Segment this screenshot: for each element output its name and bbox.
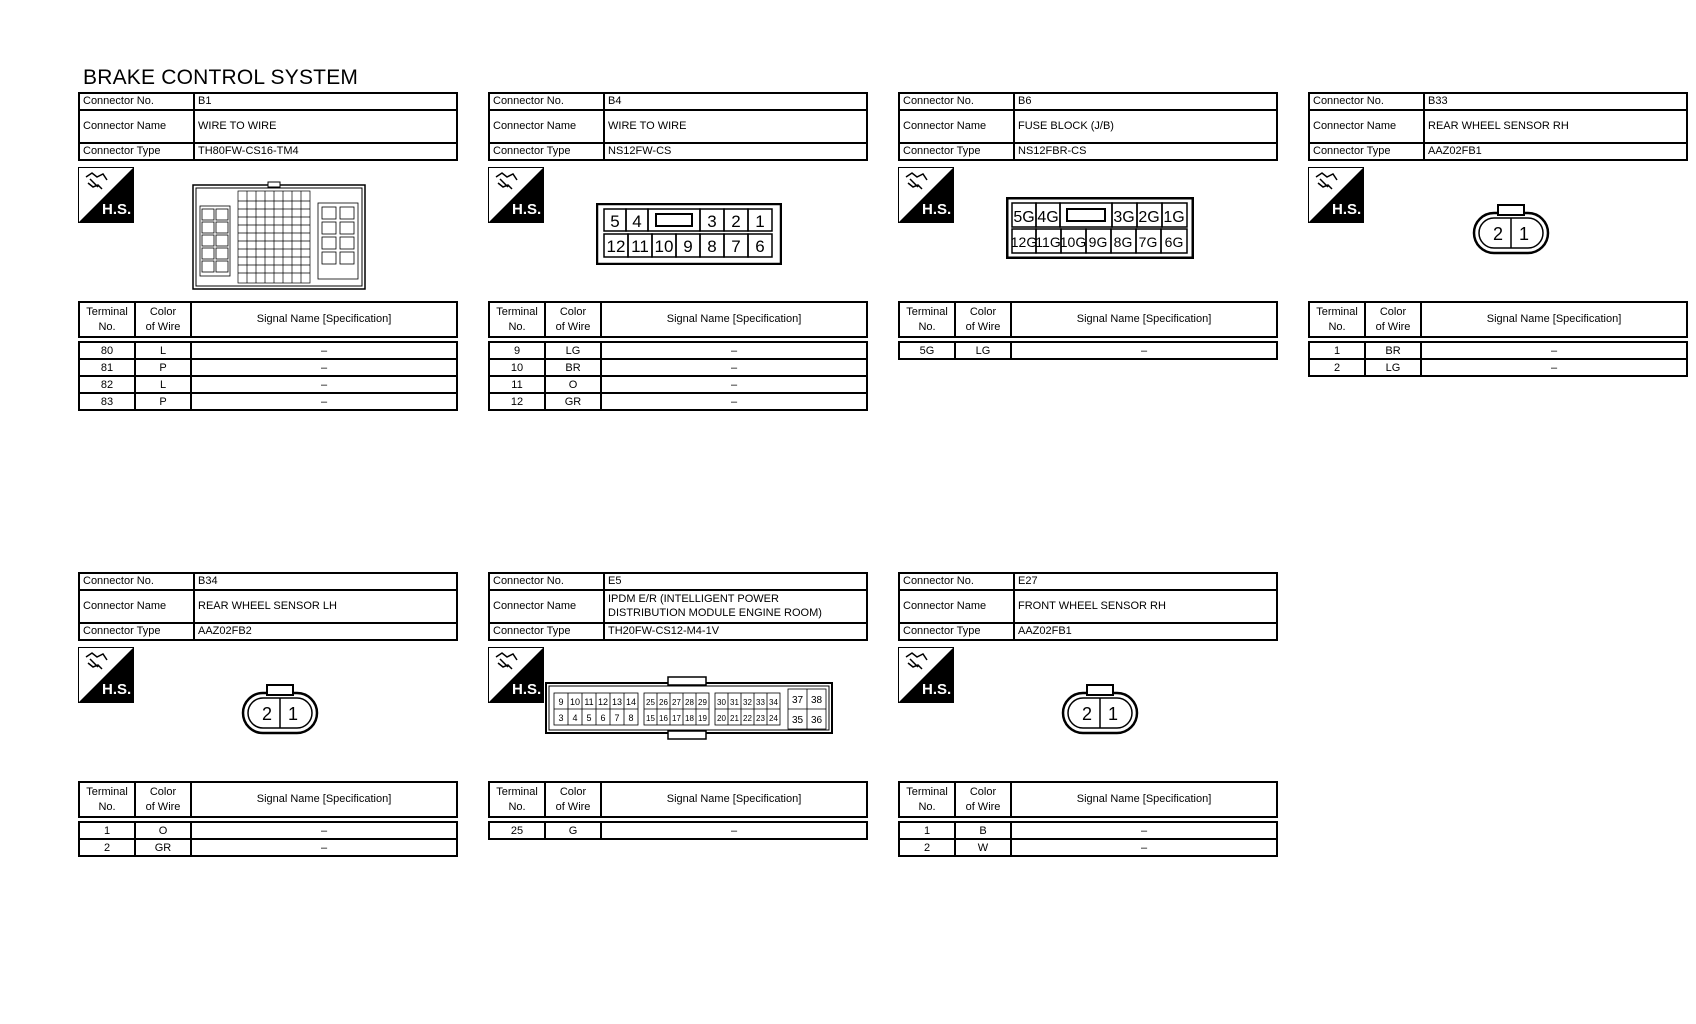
color-header: Color of Wire: [135, 302, 191, 337]
color-header: Color of Wire: [545, 302, 601, 337]
connector-type-value: NS12FW-CS: [604, 143, 867, 160]
connector-name-value: REAR WHEEL SENSOR RH: [1424, 110, 1687, 143]
connector-type-label: Connector Type: [79, 143, 194, 160]
svg-text:8: 8: [628, 713, 634, 723]
harness-side-icon: [488, 647, 544, 703]
svg-text:15: 15: [646, 714, 655, 723]
connector-header: [78, 572, 458, 641]
connector-face-b6: [1006, 197, 1194, 259]
table-row: 81 P –: [79, 359, 457, 376]
connector-no-label: Connector No.: [899, 573, 1014, 590]
signal-table: [898, 301, 1278, 360]
svg-text:18: 18: [685, 714, 694, 723]
connector-type-value: AAZ02FB1: [1424, 143, 1687, 160]
terminal-header: Terminal No.: [489, 302, 545, 337]
signal-header: Signal Name [Specification]: [601, 302, 867, 337]
svg-text:7: 7: [614, 713, 620, 723]
signal-table: [488, 781, 868, 840]
pin-label: 6G: [1164, 234, 1184, 250]
svg-text:28: 28: [685, 698, 694, 707]
connector-block-b34: [78, 572, 458, 857]
svg-text:36: 36: [810, 715, 823, 726]
signal-table: [898, 781, 1278, 857]
svg-text:30: 30: [717, 698, 726, 707]
svg-text:H.S.: H.S.: [102, 681, 132, 698]
connector-face-e27: [1061, 683, 1139, 735]
svg-text:H.S.: H.S.: [512, 201, 542, 218]
signal-table: [488, 301, 868, 411]
connector-name-value: IPDM E/R (INTELLIGENT POWER DISTRIBUTION MODULE ENGINE ROOM): [604, 590, 867, 623]
connector-header: [1308, 92, 1688, 161]
pin-label: 7: [731, 237, 741, 256]
connector-type-label: Connector Type: [1309, 143, 1424, 160]
svg-text:H.S.: H.S.: [1332, 201, 1362, 218]
connector-no-value: B34: [194, 573, 457, 590]
svg-text:H.S.: H.S.: [922, 681, 952, 698]
connector-face-e5: [544, 675, 834, 741]
table-row: 83 P –: [79, 393, 457, 410]
connector-name-label: Connector Name: [1309, 110, 1424, 143]
page-title: BRAKE CONTROL SYSTEM: [83, 66, 359, 89]
table-row: 1 B –: [899, 822, 1277, 839]
svg-text:23: 23: [756, 714, 765, 723]
table-row: 11 O –: [489, 376, 867, 393]
svg-text:34: 34: [769, 698, 778, 707]
connector-type-label: Connector Type: [899, 143, 1014, 160]
svg-text:16: 16: [659, 714, 668, 723]
table-row: 2 GR –: [79, 839, 457, 856]
connector-no-label: Connector No.: [899, 93, 1014, 110]
signal-table: [78, 301, 458, 411]
signal-header: Signal Name [Specification]: [191, 302, 457, 337]
connector-no-value: B33: [1424, 93, 1687, 110]
connector-face-b33: [1472, 203, 1550, 255]
pin-label: 2: [1081, 704, 1093, 724]
table-row: 9 LG –: [489, 342, 867, 359]
connector-block-e27: [898, 572, 1278, 857]
svg-text:25: 25: [646, 698, 655, 707]
svg-text:24: 24: [769, 714, 778, 723]
svg-text:32: 32: [743, 698, 752, 707]
svg-text:22: 22: [743, 714, 752, 723]
connector-no-label: Connector No.: [489, 573, 604, 590]
connector-name-label: Connector Name: [79, 590, 194, 623]
svg-text:13: 13: [611, 697, 623, 707]
connector-type-value: TH20FW-CS12-M4-1V: [604, 623, 867, 640]
connector-name-value: WIRE TO WIRE: [194, 110, 457, 143]
svg-text:10: 10: [569, 697, 581, 707]
harness-side-icon: [898, 167, 954, 223]
signal-header: Signal Name [Specification]: [1011, 782, 1277, 817]
terminal-header: Terminal No.: [899, 782, 955, 817]
svg-text:27: 27: [672, 698, 681, 707]
svg-text:33: 33: [756, 698, 765, 707]
pin-label: 1: [1518, 224, 1530, 244]
harness-side-icon: [78, 647, 134, 703]
connector-name-label: Connector Name: [79, 110, 194, 143]
svg-text:17: 17: [672, 714, 681, 723]
connector-block-b33: [1308, 92, 1688, 377]
connector-face-b4: [596, 203, 782, 265]
connector-type-label: Connector Type: [489, 623, 604, 640]
terminal-header: Terminal No.: [79, 302, 135, 337]
connector-header: [898, 572, 1278, 641]
svg-text:5: 5: [586, 713, 592, 723]
connector-name-value: FRONT WHEEL SENSOR RH: [1014, 590, 1277, 623]
svg-text:31: 31: [730, 698, 739, 707]
svg-text:3: 3: [558, 713, 564, 723]
connector-name-value: REAR WHEEL SENSOR LH: [194, 590, 457, 623]
connector-type-label: Connector Type: [899, 623, 1014, 640]
connector-block-b6: [898, 92, 1278, 360]
pin-label: 7G: [1138, 234, 1158, 250]
hs-text: H.S.: [102, 201, 132, 218]
svg-text:19: 19: [698, 714, 707, 723]
terminal-header: Terminal No.: [489, 782, 545, 817]
table-row: 5G LG –: [899, 342, 1277, 359]
pin-label: 1G: [1163, 209, 1185, 226]
color-header: Color of Wire: [545, 782, 601, 817]
terminal-header: Terminal No.: [79, 782, 135, 817]
connector-name-label: Connector Name: [489, 110, 604, 143]
connector-no-value: B1: [194, 93, 457, 110]
pin-label: 3G: [1113, 209, 1135, 226]
table-row: 82 L –: [79, 376, 457, 393]
connector-type-value: TH80FW-CS16-TM4: [194, 143, 457, 160]
signal-table: [1308, 301, 1688, 377]
pin-label: 1: [1107, 704, 1119, 724]
connector-type-label: Connector Type: [79, 623, 194, 640]
table-row: 12 GR –: [489, 393, 867, 410]
connector-type-value: NS12FBR-CS: [1014, 143, 1277, 160]
signal-header: Signal Name [Specification]: [1011, 302, 1277, 337]
connector-type-value: AAZ02FB2: [194, 623, 457, 640]
pin-label: 11: [631, 237, 649, 256]
pin-label: 5: [610, 212, 620, 231]
harness-side-icon: [1308, 167, 1364, 223]
pin-label: 10: [654, 237, 674, 256]
connector-name-value: FUSE BLOCK (J/B): [1014, 110, 1277, 143]
pin-label: 2: [261, 704, 273, 724]
svg-text:14: 14: [625, 697, 637, 707]
connector-face-b34: [241, 683, 319, 735]
connector-header: [78, 92, 458, 161]
connector-name-label: Connector Name: [899, 590, 1014, 623]
pin-label: 11G: [1035, 234, 1061, 250]
svg-text:H.S.: H.S.: [512, 681, 542, 698]
svg-text:6: 6: [600, 713, 606, 723]
connector-type-value: AAZ02FB1: [1014, 623, 1277, 640]
connector-no-label: Connector No.: [489, 93, 604, 110]
svg-text:4: 4: [572, 713, 578, 723]
color-header: Color of Wire: [1365, 302, 1421, 337]
svg-text:H.S.: H.S.: [922, 201, 952, 218]
svg-text:11: 11: [584, 697, 594, 707]
table-row: 10 BR –: [489, 359, 867, 376]
connector-no-value: B4: [604, 93, 867, 110]
table-row: 1 O –: [79, 822, 457, 839]
svg-text:21: 21: [730, 714, 739, 723]
table-row: 25 G –: [489, 822, 867, 839]
connector-name-label: Connector Name: [899, 110, 1014, 143]
pin-label: 12: [606, 237, 626, 256]
pin-label: 1: [287, 704, 299, 724]
table-row: 1 BR –: [1309, 342, 1687, 359]
color-header: Color of Wire: [135, 782, 191, 817]
harness-side-icon: [78, 167, 134, 223]
connector-no-value: E27: [1014, 573, 1277, 590]
pin-label: 5G: [1013, 209, 1035, 226]
svg-text:20: 20: [717, 714, 726, 723]
pin-label: 10G: [1059, 234, 1087, 250]
color-header: Color of Wire: [955, 782, 1011, 817]
pin-label: 12G: [1010, 234, 1038, 250]
svg-text:35: 35: [791, 715, 804, 726]
signal-table: [78, 781, 458, 857]
connector-face-b1: [192, 181, 366, 293]
connector-block-e5: [488, 572, 868, 840]
svg-text:26: 26: [659, 698, 668, 707]
signal-header: Signal Name [Specification]: [191, 782, 457, 817]
table-row: 80 L –: [79, 342, 457, 359]
pin-label: 4: [632, 212, 642, 231]
connector-type-label: Connector Type: [489, 143, 604, 160]
connector-no-value: E5: [604, 573, 867, 590]
table-row: 2 W –: [899, 839, 1277, 856]
svg-text:38: 38: [810, 695, 823, 706]
signal-header: Signal Name [Specification]: [1421, 302, 1687, 337]
connector-block-b4: [488, 92, 868, 411]
pin-label: 1: [755, 212, 765, 231]
table-row: 2 LG –: [1309, 359, 1687, 376]
terminal-header: Terminal No.: [1309, 302, 1365, 337]
svg-text:37: 37: [791, 695, 804, 706]
pin-label: 8: [707, 237, 717, 256]
pin-label: 6: [755, 237, 765, 256]
connector-no-label: Connector No.: [1309, 93, 1424, 110]
connector-no-value: B6: [1014, 93, 1277, 110]
terminal-header: Terminal No.: [899, 302, 955, 337]
pin-label: 8G: [1113, 234, 1133, 250]
connector-name-value: WIRE TO WIRE: [604, 110, 867, 143]
signal-header: Signal Name [Specification]: [601, 782, 867, 817]
connector-name-label: Connector Name: [489, 590, 604, 623]
harness-side-icon: [488, 167, 544, 223]
pin-label: 4G: [1037, 209, 1059, 226]
color-header: Color of Wire: [955, 302, 1011, 337]
connector-header: [488, 572, 868, 641]
harness-side-icon: [898, 647, 954, 703]
svg-text:9: 9: [558, 697, 564, 707]
pin-label: 9G: [1088, 234, 1108, 250]
connector-header: [488, 92, 868, 161]
pin-label: 2: [1492, 224, 1504, 244]
svg-text:29: 29: [698, 698, 707, 707]
pin-label: 9: [683, 237, 693, 256]
pin-label: 2: [731, 212, 741, 231]
pin-label: 3: [707, 212, 717, 231]
connector-no-label: Connector No.: [79, 93, 194, 110]
connector-block-b1: [78, 92, 458, 411]
connector-no-label: Connector No.: [79, 573, 194, 590]
svg-text:12: 12: [597, 697, 609, 707]
pin-label: 2G: [1138, 209, 1160, 226]
connector-header: [898, 92, 1278, 161]
